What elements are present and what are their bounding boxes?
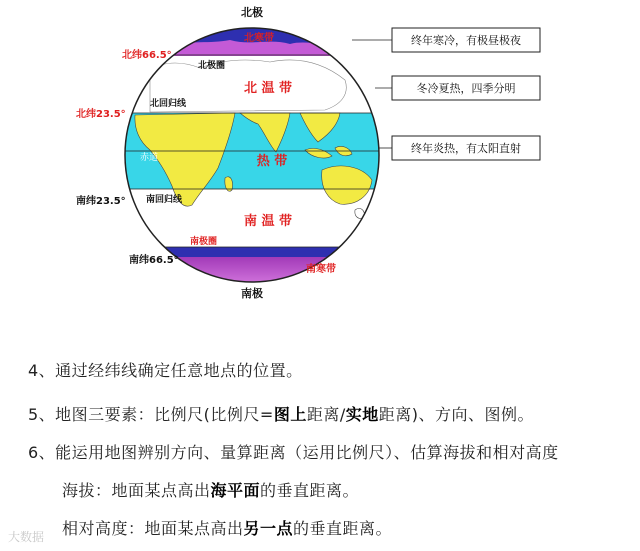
equator-label: 赤道 xyxy=(140,153,159,163)
south-pole-label: 南极 xyxy=(241,287,263,300)
tropic-cancer-label: 北回归线 xyxy=(150,99,187,109)
note-line-7-part-a: 海拔：地面某点高出 xyxy=(62,481,211,500)
note-line-5-part-c: 距离/ xyxy=(306,405,346,424)
callout-frigid-text: 终年寒冷，有极昼极夜 xyxy=(411,34,521,47)
note-line-7-bold: 海平面 xyxy=(210,481,261,500)
callout-temperate xyxy=(392,76,540,100)
note-line-5-part-e: 距离)、方向、图例。 xyxy=(378,405,535,424)
arctic-circle-label: 北极圈 xyxy=(198,61,226,71)
callout-frigid xyxy=(392,28,540,52)
note-line-8 xyxy=(62,516,392,539)
note-line-7 xyxy=(62,478,359,501)
south-temperate-zone-label: 南 温 带 xyxy=(243,214,293,229)
north-temperate-zone-label: 北 温 带 xyxy=(243,81,293,96)
note-line-8-bold: 另一点 xyxy=(243,519,294,538)
south-frigid-zone-label: 南寒带 xyxy=(306,264,336,275)
callout-tropical xyxy=(392,136,540,160)
note-line-5-bold-actual: 实地 xyxy=(345,405,379,424)
callout-temperate-text: 冬冷夏热，四季分明 xyxy=(416,82,516,95)
lat-s235-label: 南纬23.5° xyxy=(76,196,126,207)
note-line-5 xyxy=(28,402,534,425)
note-line-4: 4、通过经纬线确定任意地点的位置。 xyxy=(28,361,303,380)
note-line-5-bold-map: 图上 xyxy=(273,405,307,424)
note-line-8-part-c: 的垂直距离。 xyxy=(293,519,393,538)
lat-n235-label: 北纬23.5° xyxy=(76,109,126,120)
note-line-8-part-a: 相对高度：地面某点高出 xyxy=(62,519,244,538)
lat-s665-label: 南纬66.5° xyxy=(129,255,179,266)
north-frigid-zone-label: 北寒带 xyxy=(244,33,274,44)
tropic-capricorn-label: 南回归线 xyxy=(146,195,183,205)
lat-n665-label: 北纬66.5° xyxy=(122,50,172,61)
north-pole-label: 北极 xyxy=(241,6,263,19)
note-line-5-part-a: 5、地图三要素：比例尺(比例尺= xyxy=(28,405,274,424)
antarctic-circle-label: 南极圈 xyxy=(190,237,218,247)
note-line-6: 6、能运用地图辨别方向、量算距离（运用比例尺）、估算海拔和相对高度 xyxy=(28,443,559,462)
note-line-7-part-c: 的垂直距离。 xyxy=(260,481,360,500)
tropical-zone-label: 热 带 xyxy=(256,154,288,169)
callout-tropical-text: 终年炎热，有太阳直射 xyxy=(411,142,521,155)
watermark: 大数据 xyxy=(8,530,45,544)
